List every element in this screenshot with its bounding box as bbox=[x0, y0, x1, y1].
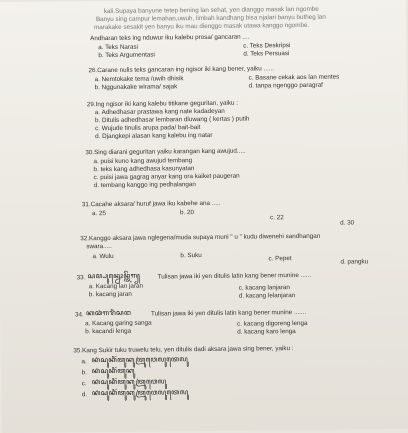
q32-option-a: a. Wulu bbox=[92, 252, 114, 261]
q26-option-b: b. Nggunakake wirama/ sajak bbox=[94, 83, 178, 92]
q34-option-b: b. kacandi lenga bbox=[85, 327, 132, 336]
q30-option-a: a. puisi kuno kang awujud tembang bbox=[93, 157, 193, 166]
passage-line-1: kali.Supaya banyune tetep bening lan sehat, yen dianggo masak lan ngombe bbox=[103, 5, 319, 16]
q34-option-d: d. kacang karo lenga bbox=[237, 328, 296, 336]
q30-option-d: d. tembang kanggo ing pedhalangan bbox=[93, 181, 196, 190]
q29-option-a: a. Adhedhasar prastawa kang nate kadadeyan bbox=[94, 107, 225, 117]
passage-line-2: Banyu sing campur lemahan,uwuh, limbah kandhang bisa njalari banyu butheg lan bbox=[95, 13, 326, 24]
q34-option-c: c. kacang digoreng lenga bbox=[237, 319, 308, 328]
q26-option-c: c. Basane cekak aos lan mentes bbox=[248, 73, 340, 82]
q35-option-a-javanese: ꦏꦁꦱꦸꦏꦶꦂꦠꦸꦏꦸꦠꦿꦸꦮꦺꦭꦸꦠꦺꦭꦸ bbox=[91, 356, 189, 365]
q35-option-d-javanese: ꦏꦁꦱꦸꦏꦶꦂꦠꦸꦏꦸꦠꦿꦸꦮꦺꦭꦸꦠꦺꦭꦸ bbox=[91, 389, 189, 398]
question-30: 30.Sing diarani geguritan yaiku karangan kang awujud..... bbox=[85, 147, 246, 157]
q26-option-a: a. Nemtokake tema /uwih dhisik bbox=[94, 75, 184, 84]
q29-option-c: c. Wujude tinulis arupa pada/ bait-bait bbox=[95, 124, 201, 133]
question-25: Andharan teks ing nduwur iku kalebu prosa/ gancaran .... bbox=[90, 33, 250, 43]
q25-option-b: b. Teks Argumentasi bbox=[98, 51, 155, 60]
q35-option-c-javanese: ꦏꦁꦱꦸꦏꦶꦂꦠꦸꦏꦸꦠꦿꦸꦮꦺꦭꦸ bbox=[91, 378, 167, 387]
passage-line-3: marakake sesakit yen banyu iku mau dienggo masak utawa kanggo ngombe. bbox=[93, 21, 310, 32]
q35-option-d-label: d. bbox=[81, 391, 88, 399]
question-35: 35.Kang Sukir tuku truwelu telu, yen ditulis dadi aksara jawa sing bener, yaiku : bbox=[73, 345, 294, 355]
q32-option-d: d. pangku bbox=[340, 258, 369, 266]
q31-option-b: b. 20 bbox=[179, 209, 195, 217]
q34-javanese-text: ꦏꦕꦁꦒꦫꦶꦁꦱꦔ bbox=[85, 309, 132, 318]
q25-option-a: a. Teks Narasi bbox=[98, 43, 139, 52]
question-26: 26.Carane nulis teks gancaran ing ngisor iki kang bener, yaiku ...... bbox=[88, 65, 275, 75]
question-33: Tulisan jawa iki yen ditulis latin kang bener munine ...... bbox=[157, 271, 312, 281]
q33-option-a: a. Kacang lan jaran bbox=[88, 282, 144, 291]
q35-option-b-label: b. bbox=[81, 369, 87, 377]
q35-option-a-label: a. bbox=[81, 358, 87, 366]
q32-option-c: c. Pepet bbox=[268, 255, 292, 263]
q33-number: 33. bbox=[76, 274, 86, 282]
q31-option-a: a. 25 bbox=[91, 210, 107, 218]
question-34: Tulisan jawa iki yen ditulis latin kang bener munine ....... bbox=[150, 308, 307, 318]
q29-option-d: d. Djangkepi alasan kang kalebu ing natar bbox=[95, 131, 213, 141]
q33-option-d: d. kacang lelanjaran bbox=[238, 292, 296, 300]
q34-number: 34. bbox=[74, 311, 84, 319]
q35-option-c-label: c. bbox=[81, 380, 87, 388]
q29-option-b: b. Ditulis adhedhasar lembaran dluwang ( kertas ) putih bbox=[94, 115, 250, 125]
q33-option-c: c. kacang lanjaran bbox=[238, 284, 290, 292]
q30-option-b: b. teks kang adhedhasa kasunyatan bbox=[93, 165, 195, 174]
q30-option-c: c. puisi jawa gagrag anyar kang ora kaiket paugeran bbox=[93, 172, 240, 182]
q26-option-d: d. tanpa ngenggo paragraf bbox=[248, 81, 323, 90]
q31-option-d: d. 30 bbox=[340, 219, 355, 227]
question-29: 29.Ing ngisor iki kang kalebu titikane geguritan, yaiku : bbox=[86, 99, 239, 109]
question-32: 32.Kanggo aksara jawa nglegena/muda supaya muni " u " kudu diwenehi sandhangan bbox=[80, 232, 321, 243]
q35-option-b-javanese: ꦏꦁꦱꦸꦏꦶꦂꦠꦸꦏꦸ bbox=[91, 367, 135, 376]
q33-javanese-text: ꦱꦩ꧀ꦥꦸꦤ꧀ꦤꦺꦴꦤ꧀ꦠꦼꦒ꧀ bbox=[87, 272, 141, 281]
q25-option-c: c. Teks Deskripsi bbox=[243, 42, 291, 50]
q25-option-d: d. Teks Persuasi bbox=[243, 50, 290, 58]
q31-option-c: c. 22 bbox=[269, 214, 284, 222]
question-31: 31.Cacahe aksara/ huruf jawa iku kabehe ana ..... bbox=[81, 199, 221, 209]
q34-option-a: a. Kacang garing sanga bbox=[85, 319, 152, 328]
q32-option-b: b. Suku bbox=[180, 252, 202, 260]
q33-option-b: b. kacang jaran bbox=[88, 290, 132, 299]
question-32-cont: swara..... bbox=[86, 242, 112, 251]
